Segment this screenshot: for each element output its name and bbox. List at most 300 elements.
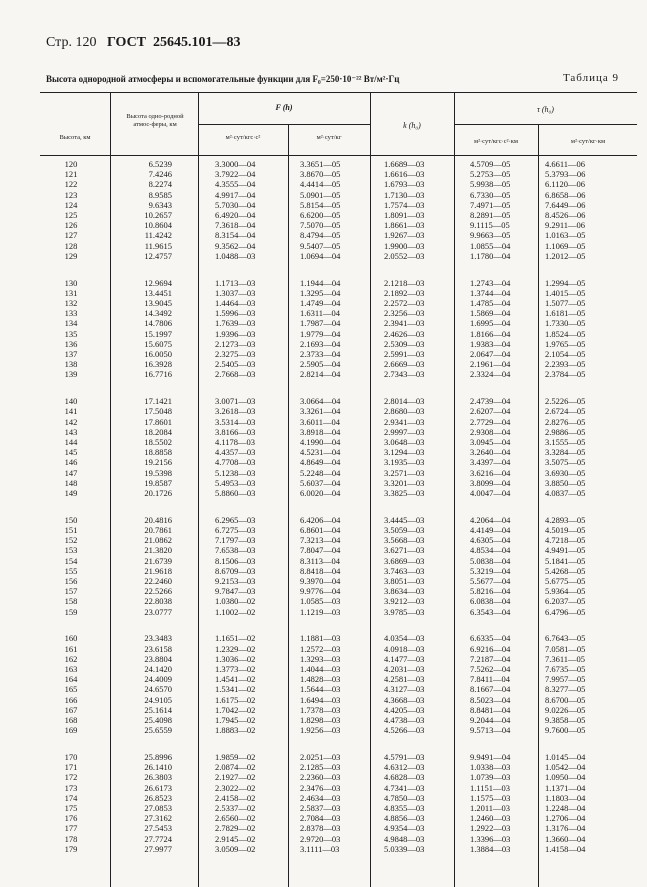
tau1-cell: 3.0945—04 — [470, 437, 511, 447]
F1-cell: 4.7708—03 — [215, 457, 256, 468]
h-cell: 19.2156 — [144, 457, 172, 468]
F2-cell: 9.5407—05 — [300, 240, 341, 251]
tau2-cell: 3.5075—05 — [545, 457, 586, 468]
h-cell: 27.0853 — [144, 803, 172, 813]
tau1-cell: 2.3324—04 — [470, 369, 511, 380]
F1-cell: 3.8166—03 — [215, 426, 256, 437]
tau2-cell: 6.1120—06 — [545, 179, 586, 190]
altitude-cell: 160 — [64, 633, 78, 644]
table-row — [0, 318, 647, 328]
tau1-cell: 1.1575—03 — [470, 792, 511, 803]
tau1-cell: 1.0739—03 — [470, 772, 511, 783]
tau1-cell: 5.0838—04 — [470, 555, 511, 566]
F1-cell: 2.5405—03 — [215, 359, 256, 370]
k-cell: 1.6793—03 — [384, 179, 425, 190]
h-cell: 26.6173 — [144, 782, 172, 793]
table-row — [0, 803, 647, 813]
F1-cell: 9.7847—03 — [215, 586, 256, 597]
k-cell: 4.3668—03 — [384, 694, 425, 705]
altitude-cell: 148 — [64, 477, 78, 488]
tau2-cell: 4.7218—05 — [545, 535, 586, 546]
altitude-cell: 166 — [64, 694, 78, 705]
F1-cell: 1.4541—02 — [215, 674, 256, 685]
page-number: Стр. 120 — [46, 35, 97, 50]
h-cell: 25.1614 — [144, 704, 172, 715]
table-row — [0, 478, 647, 488]
F1-cell: 2.6560—02 — [215, 813, 256, 824]
tau1-cell: 1.2011—03 — [470, 803, 511, 813]
F2-cell: 3.8670—05 — [300, 169, 341, 180]
k-cell: 2.4626—03 — [384, 328, 425, 339]
tau1-cell: 7.4971—05 — [470, 199, 511, 210]
table-row — [0, 349, 647, 359]
F1-cell: 2.5337—02 — [215, 803, 256, 813]
table-label: Таблица 9 — [562, 72, 619, 84]
tau2-cell: 2.8276—05 — [545, 416, 586, 427]
tau2-cell: 8.3277—05 — [545, 684, 586, 695]
tau2-cell: 7.3611—05 — [545, 653, 586, 664]
k-cell: 2.5991—03 — [384, 349, 425, 359]
k-cell: 3.7463—03 — [384, 565, 425, 576]
h-cell: 10.8604 — [144, 220, 172, 231]
altitude-cell: 135 — [64, 328, 78, 339]
F2-cell: 1.1219—03 — [300, 606, 341, 617]
tau2-cell: 1.4158—04 — [545, 843, 586, 854]
F2-cell: 6.8601—04 — [300, 525, 341, 535]
tau2-cell: 1.2994—05 — [545, 277, 586, 288]
h-cell: 17.5048 — [144, 406, 172, 417]
tau2-cell: 1.9765—05 — [545, 338, 586, 349]
tau2-cell: 6.4796—05 — [545, 606, 586, 617]
F1-cell: 1.3773—02 — [215, 664, 256, 674]
table-row — [0, 437, 647, 447]
F1-cell: 4.3555—04 — [215, 179, 256, 190]
F2-cell: 6.0020—04 — [300, 488, 341, 498]
tau1-cell: 1.2922—03 — [470, 823, 511, 834]
k-cell: 4.9848—03 — [384, 833, 425, 844]
table-row — [0, 288, 647, 298]
altitude-cell: 122 — [64, 179, 78, 190]
F1-cell: 2.1273—03 — [215, 338, 256, 349]
k-cell: 4.0354—03 — [384, 633, 425, 644]
F2-cell: 3.6011—04 — [300, 416, 341, 427]
F1-cell: 1.0488—03 — [215, 250, 256, 261]
h-cell: 6.5239 — [148, 159, 172, 169]
F2-cell: 2.5837—03 — [300, 803, 341, 813]
F1-cell: 2.3275—03 — [215, 349, 256, 359]
table-row — [0, 596, 647, 606]
tau2-cell: 9.2911—06 — [545, 220, 586, 231]
h-cell: 12.9694 — [144, 277, 172, 288]
F2-cell: 7.3213—04 — [300, 535, 341, 546]
h-cell: 11.4242 — [144, 230, 172, 241]
col-header-F: F (h) — [275, 103, 293, 112]
tau2-cell: 9.0226—05 — [545, 704, 586, 715]
altitude-cell: 147 — [64, 467, 78, 478]
k-cell: 3.8051—03 — [384, 576, 425, 586]
k-cell: 3.0648—03 — [384, 437, 425, 447]
table-row — [0, 329, 647, 339]
table-row — [0, 576, 647, 586]
F1-cell: 1.1651—02 — [215, 633, 256, 644]
h-cell: 18.5502 — [144, 437, 172, 447]
F1-cell: 2.7668—03 — [215, 369, 256, 380]
table-row — [0, 457, 647, 467]
k-cell: 3.9785—03 — [384, 606, 425, 617]
k-cell: 3.1935—03 — [384, 457, 425, 468]
altitude-cell: 149 — [64, 488, 78, 498]
k-cell: 3.6869—03 — [384, 555, 425, 566]
altitude-cell: 165 — [64, 684, 78, 695]
F2-cell: 2.5905—04 — [300, 359, 341, 370]
table-row — [0, 834, 647, 844]
F1-cell: 4.4357—03 — [215, 447, 256, 458]
altitude-cell: 162 — [64, 653, 78, 664]
table-row — [0, 278, 647, 288]
altitude-cell: 121 — [64, 169, 78, 180]
h-cell: 24.1420 — [144, 664, 172, 674]
altitude-cell: 178 — [64, 833, 78, 844]
altitude-cell: 176 — [64, 813, 78, 824]
F2-cell: 5.6037—04 — [300, 477, 341, 488]
F1-cell: 2.1927—02 — [215, 772, 256, 783]
table-row — [0, 793, 647, 803]
k-cell: 2.0552—03 — [384, 250, 425, 261]
tau2-cell: 2.3784—05 — [545, 369, 586, 380]
tau1-cell: 5.5677—04 — [470, 576, 511, 586]
h-cell: 24.9105 — [144, 694, 172, 705]
k-cell: 2.9341—03 — [384, 416, 425, 427]
altitude-cell: 157 — [64, 586, 78, 597]
F2-cell: 1.8298—03 — [300, 715, 341, 725]
F1-cell: 1.9859—02 — [215, 752, 256, 762]
tau2-cell: 1.1371—04 — [545, 782, 586, 793]
tau1-cell: 2.6207—04 — [470, 406, 511, 417]
tau1-cell: 6.0838—04 — [470, 596, 511, 607]
altitude-cell: 136 — [64, 338, 78, 349]
k-cell: 4.1477—03 — [384, 653, 425, 664]
tau1-cell: 1.3744—04 — [470, 287, 511, 298]
F2-cell: 6.6200—05 — [300, 210, 341, 220]
tau2-cell: 1.4015—05 — [545, 287, 586, 298]
k-cell: 3.4445—03 — [384, 514, 425, 525]
k-cell: 3.2571—03 — [384, 467, 425, 478]
table-row — [0, 241, 647, 251]
k-cell: 2.8014—03 — [384, 396, 425, 407]
altitude-cell: 133 — [64, 308, 78, 319]
tau2-cell: 6.2037—05 — [545, 596, 586, 607]
tau2-cell: 2.5226—05 — [545, 396, 586, 407]
F2-cell: 7.5070—05 — [300, 220, 341, 231]
F2-cell: 3.0664—04 — [300, 396, 341, 407]
table-row — [0, 844, 647, 854]
tau1-cell: 5.8216—04 — [470, 586, 511, 597]
tau2-cell: 8.6700—05 — [545, 694, 586, 705]
altitude-cell: 140 — [64, 396, 78, 407]
F2-cell: 1.6311—04 — [300, 308, 341, 319]
table-row — [0, 488, 647, 498]
k-cell: 4.4738—03 — [384, 715, 425, 725]
F2-cell: 2.1285—03 — [300, 762, 341, 773]
F2-cell: 1.0694—04 — [300, 250, 341, 261]
F1-cell: 1.1713—03 — [215, 277, 256, 288]
altitude-cell: 152 — [64, 535, 78, 546]
h-cell: 23.8804 — [144, 653, 172, 664]
tau1-cell: 2.7729—04 — [470, 416, 511, 427]
tau1-cell: 6.7330—05 — [470, 189, 511, 200]
altitude-cell: 120 — [64, 159, 78, 169]
k-cell: 4.7341—03 — [384, 782, 425, 793]
table-row — [0, 468, 647, 478]
h-cell: 16.7716 — [144, 369, 172, 380]
tau1-cell: 2.4739—04 — [470, 396, 511, 407]
table-row — [0, 684, 647, 694]
F2-cell: 5.2248—04 — [300, 467, 341, 478]
h-cell: 27.7724 — [144, 833, 172, 844]
altitude-cell: 131 — [64, 287, 78, 298]
F1-cell: 1.0380—02 — [215, 596, 256, 607]
k-cell: 4.2031—03 — [384, 664, 425, 674]
h-cell: 23.0777 — [144, 606, 172, 617]
k-cell: 2.1892—03 — [384, 287, 425, 298]
tau1-cell: 1.0338—03 — [470, 762, 511, 773]
tau2-cell: 1.0542—04 — [545, 762, 586, 773]
tau2-cell: 6.8658—06 — [545, 189, 586, 200]
k-cell: 2.3941—03 — [384, 318, 425, 329]
F2-cell: 1.9779—04 — [300, 328, 341, 339]
altitude-cell: 170 — [64, 752, 78, 762]
altitude-cell: 171 — [64, 762, 78, 773]
table-row — [0, 644, 647, 654]
F1-cell: 2.3022—02 — [215, 782, 256, 793]
table-row — [0, 725, 647, 735]
k-cell: 2.3256—03 — [384, 308, 425, 319]
tau1-cell: 8.1667—04 — [470, 684, 511, 695]
h-cell: 18.8858 — [144, 447, 172, 458]
k-cell: 1.6616—03 — [384, 169, 425, 180]
k-cell: 1.6689—03 — [384, 159, 425, 169]
table-row — [0, 200, 647, 210]
altitude-cell: 173 — [64, 782, 78, 793]
F2-cell: 2.8378—03 — [300, 823, 341, 834]
k-cell: 1.8661—03 — [384, 220, 425, 231]
h-cell: 12.4757 — [144, 250, 172, 261]
h-cell: 15.6075 — [144, 338, 172, 349]
tau1-cell: 4.8534—04 — [470, 545, 511, 556]
tau1-cell: 4.6305—04 — [470, 535, 511, 546]
col-header-tau-unit1: м²·сут/кгс·с²·км — [473, 138, 519, 145]
table-row — [0, 633, 647, 643]
altitude-cell: 127 — [64, 230, 78, 241]
F1-cell: 6.4920—04 — [215, 210, 256, 220]
table-row — [0, 607, 647, 617]
altitude-cell: 142 — [64, 416, 78, 427]
tau2-cell: 1.2248—04 — [545, 803, 586, 813]
F2-cell: 1.9256—03 — [300, 725, 341, 736]
F1-cell: 4.1178—03 — [215, 437, 256, 447]
table-row — [0, 359, 647, 369]
altitude-cell: 155 — [64, 565, 78, 576]
F1-cell: 3.0509—02 — [215, 843, 256, 854]
tau1-cell: 9.5713—04 — [470, 725, 511, 736]
col-header-tau: τ (h₀) — [537, 105, 554, 114]
standard-label: ГОСТ — [106, 35, 147, 50]
h-cell: 18.2084 — [144, 426, 172, 437]
F2-cell: 1.6494—03 — [300, 694, 341, 705]
table-row — [0, 566, 647, 576]
tau2-cell: 1.0163—05 — [545, 230, 586, 241]
tau1-cell: 8.8481—04 — [470, 704, 511, 715]
altitude-cell: 167 — [64, 704, 78, 715]
altitude-cell: 128 — [64, 240, 78, 251]
altitude-cell: 123 — [64, 189, 78, 200]
k-cell: 4.5266—03 — [384, 725, 425, 736]
table-row — [0, 695, 647, 705]
F2-cell: 7.8047—04 — [300, 545, 341, 556]
altitude-cell: 159 — [64, 606, 78, 617]
F2-cell: 1.4749—04 — [300, 298, 341, 308]
k-cell: 2.1218—03 — [384, 277, 425, 288]
tau2-cell: 2.9886—05 — [545, 426, 586, 437]
tau1-cell: 6.6335—04 — [470, 633, 511, 644]
table-row — [0, 406, 647, 416]
tau2-cell: 5.1841—05 — [545, 555, 586, 566]
F2-cell: 1.1881—03 — [300, 633, 341, 644]
h-cell: 17.1421 — [144, 396, 172, 407]
altitude-cell: 177 — [64, 823, 78, 834]
altitude-cell: 124 — [64, 199, 78, 210]
k-cell: 4.8355—03 — [384, 803, 425, 813]
F1-cell: 8.6709—03 — [215, 565, 256, 576]
F2-cell: 3.1111—03 — [300, 843, 340, 854]
F1-cell: 1.5996—03 — [215, 308, 256, 319]
F2-cell: 2.2360—03 — [300, 772, 341, 783]
tau2-cell: 5.3793—06 — [545, 169, 586, 180]
k-cell: 2.7343—03 — [384, 369, 425, 380]
F2-cell: 8.3113—04 — [300, 555, 341, 566]
F1-cell: 9.3562—04 — [215, 240, 256, 251]
h-cell: 20.4816 — [144, 514, 172, 525]
h-cell: 14.3492 — [144, 308, 172, 319]
tau1-cell: 7.2187—04 — [470, 653, 511, 664]
F2-cell: 4.4414—05 — [300, 179, 341, 190]
k-cell: 1.7574—03 — [384, 199, 425, 210]
tau1-cell: 5.3219—04 — [470, 565, 511, 576]
tau2-cell: 4.9491—05 — [545, 545, 586, 556]
tau2-cell: 4.6611—06 — [545, 159, 586, 169]
F2-cell: 2.8214—04 — [300, 369, 341, 380]
tau1-cell: 4.0047—04 — [470, 488, 511, 498]
tau2-cell: 6.7643—05 — [545, 633, 586, 644]
F1-cell: 3.7922—04 — [215, 169, 256, 180]
h-cell: 16.3928 — [144, 359, 172, 370]
h-cell: 17.8601 — [144, 416, 172, 427]
F2-cell: 1.0585—03 — [300, 596, 341, 607]
F1-cell: 2.4158—02 — [215, 792, 256, 803]
tau1-cell: 2.1961—04 — [470, 359, 511, 370]
k-cell: 3.9212—03 — [384, 596, 425, 607]
F1-cell: 1.8883—02 — [215, 725, 256, 736]
F1-cell: 9.2153—03 — [215, 576, 256, 586]
k-cell: 4.7850—03 — [384, 792, 425, 803]
k-cell: 1.9267—03 — [384, 230, 425, 241]
tau2-cell: 1.1803—04 — [545, 792, 586, 803]
tau2-cell: 4.5019—05 — [545, 525, 586, 535]
table-row — [0, 664, 647, 674]
tau1-cell: 3.8099—04 — [470, 477, 511, 488]
k-cell: 4.5791—03 — [384, 752, 425, 762]
altitude-cell: 132 — [64, 298, 78, 308]
h-cell: 20.1726 — [144, 488, 172, 498]
F1-cell: 2.9145—02 — [215, 833, 256, 844]
altitude-cell: 141 — [64, 406, 78, 417]
F2-cell: 2.1693—04 — [300, 338, 341, 349]
tau2-cell: 1.3176—04 — [545, 823, 586, 834]
altitude-cell: 126 — [64, 220, 78, 231]
F1-cell: 4.9917—04 — [215, 189, 256, 200]
table-row — [0, 169, 647, 179]
table-row — [0, 251, 647, 261]
F1-cell: 8.1506—03 — [215, 555, 256, 566]
F2-cell: 1.4044—03 — [300, 664, 341, 674]
F1-cell: 5.1238—03 — [215, 467, 256, 478]
h-cell: 8.9585 — [148, 189, 172, 200]
altitude-cell: 153 — [64, 545, 78, 556]
h-cell: 10.2657 — [144, 210, 172, 220]
altitude-cell: 129 — [64, 250, 78, 261]
F1-cell: 5.8860—03 — [215, 488, 256, 498]
k-cell: 3.1294—03 — [384, 447, 425, 458]
F1-cell: 1.3036—02 — [215, 653, 256, 664]
h-cell: 27.5453 — [144, 823, 172, 834]
tau2-cell: 1.1069—05 — [545, 240, 586, 251]
altitude-cell: 137 — [64, 349, 78, 359]
tau2-cell: 7.0581—05 — [545, 643, 586, 654]
F1-cell: 5.4953—03 — [215, 477, 256, 488]
col-header-k: k (h₀) — [403, 121, 421, 130]
h-cell: 19.8587 — [144, 477, 172, 488]
h-cell: 23.3483 — [144, 633, 172, 644]
k-cell: 1.7130—03 — [384, 189, 425, 200]
altitude-cell: 168 — [64, 715, 78, 725]
table-row — [0, 654, 647, 664]
F2-cell: 2.4634—03 — [300, 792, 341, 803]
col-header-altitude: Высота, км — [59, 134, 91, 141]
F2-cell: 5.0901—05 — [300, 189, 341, 200]
col-header-tau-unit2: м²·сут/кг·км — [570, 138, 606, 145]
altitude-cell: 174 — [64, 792, 78, 803]
F1-cell: 7.3618—04 — [215, 220, 256, 231]
tau1-cell: 5.2753—05 — [470, 169, 511, 180]
tau1-cell: 8.5023—04 — [470, 694, 511, 705]
altitude-cell: 158 — [64, 596, 78, 607]
F1-cell: 6.7275—03 — [215, 525, 256, 535]
table-row — [0, 715, 647, 725]
k-cell: 2.6669—03 — [384, 359, 425, 370]
F2-cell: 4.5231—04 — [300, 447, 341, 458]
F1-cell: 3.3000—04 — [215, 159, 256, 169]
tau2-cell: 1.5077—05 — [545, 298, 586, 308]
tau1-cell: 2.0647—04 — [470, 349, 511, 359]
h-cell: 27.9977 — [144, 843, 172, 854]
h-cell: 22.2460 — [144, 576, 172, 586]
F2-cell: 1.7378—03 — [300, 704, 341, 715]
h-cell: 27.3162 — [144, 813, 172, 824]
k-cell: 4.0918—03 — [384, 643, 425, 654]
table-row — [0, 190, 647, 200]
tau1-cell: 5.9938—05 — [470, 179, 511, 190]
F2-cell: 8.8418—04 — [300, 565, 341, 576]
